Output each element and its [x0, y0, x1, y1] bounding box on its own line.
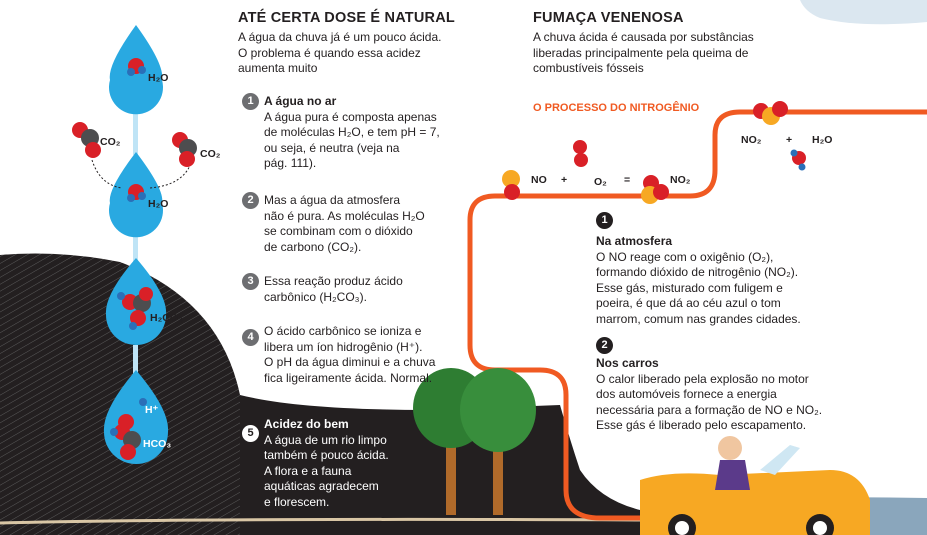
co2-label: CO₂: [200, 148, 221, 160]
h2o-label: H₂O: [148, 198, 169, 210]
step-line: formando dióxido de nitrogênio (NO₂).: [596, 265, 799, 279]
oxygen-atom: [120, 444, 136, 460]
oxygen-atom: [504, 184, 520, 200]
step-line: Esse gás, misturado com fuligem e: [596, 280, 783, 295]
step-line: dos automóveis fornece a energia: [596, 387, 777, 401]
step-line: também é pouco ácida.: [264, 448, 389, 462]
car-windshield: [760, 445, 800, 475]
hco3-label: HCO₃: [143, 438, 172, 450]
step-2-number: 2: [242, 192, 259, 209]
step-title: A água no ar: [264, 94, 337, 108]
hydrogen-atom: [129, 322, 137, 330]
no2-label: NO₂: [670, 174, 691, 186]
o2-label: O₂: [594, 176, 607, 188]
step-line: de moléculas H₂O, e tem pH = 7,: [264, 125, 440, 139]
step-line: A água de um rio limpo: [264, 432, 387, 447]
step-title: Acidez do bem: [264, 417, 349, 431]
intro-line: O problema é quando essa acidez: [238, 45, 421, 60]
oxygen-atom: [118, 414, 134, 430]
oxygen-atom: [179, 151, 195, 167]
oxygen-atom: [653, 184, 669, 200]
left-intro: [238, 30, 441, 77]
step-line: Essa reação produz ácido: [264, 274, 403, 288]
step-line: fica ligeiramente ácida. Normal.: [264, 370, 433, 385]
process-title: O PROCESSO DO NITROGÊNIO: [533, 102, 700, 114]
step-line: libera um íon hidrogênio (H⁺).: [264, 339, 423, 354]
h2co3-label: H₂CO₃: [150, 312, 183, 324]
oxygen-atom: [573, 140, 587, 154]
left-step-4: [264, 324, 435, 386]
intro-line: A chuva ácida é causada por substâncias: [533, 30, 754, 44]
driver-shirt: [715, 460, 750, 490]
left-step-2: [264, 193, 425, 255]
oxygen-atom: [139, 287, 153, 301]
step-line: de carbono (CO₂).: [264, 239, 362, 254]
step-title: Na atmosfera: [596, 234, 673, 248]
step-line: A água pura é composta apenas: [264, 109, 437, 124]
step-line: O calor liberado pela explosão no motor: [596, 371, 809, 386]
step-3-number: 3: [242, 273, 259, 290]
oxygen-atom: [85, 142, 101, 158]
step-line: poeira, é que dá ao céu azul o tom: [596, 296, 781, 310]
right-step-1: [596, 234, 801, 327]
left-title: ATÉ CERTA DOSE É NATURAL: [238, 10, 455, 26]
h2o-label-right: H₂O: [812, 134, 833, 146]
step-line: não é pura. As moléculas H₂O: [264, 208, 425, 223]
step-1-number: 1: [242, 93, 259, 110]
left-step-1: [264, 94, 440, 172]
right-step-2: [596, 356, 822, 434]
h2o-label: H₂O: [148, 72, 169, 84]
hydrogen-atom: [791, 150, 798, 157]
intro-line: liberadas principalmente pela queima de: [533, 45, 749, 60]
h-plus-label: H⁺: [145, 404, 159, 416]
step-title: Nos carros: [596, 356, 659, 370]
no2-label-2: NO₂: [741, 134, 762, 146]
equals-sign: =: [624, 174, 631, 186]
step-line: O NO reage com o oxigênio (O₂),: [596, 249, 774, 264]
step-line: Mas a água da atmosfera: [264, 193, 401, 207]
car-hubcap: [675, 521, 689, 535]
oxygen-atom: [772, 101, 788, 117]
step-line: Esse gás é liberado pelo escapamento.: [596, 418, 807, 432]
plus-sign: +: [561, 174, 568, 186]
step-line: carbônico (H₂CO₃).: [264, 289, 367, 304]
intro-line: combustíveis fósseis: [533, 61, 644, 75]
tree-canopy: [460, 368, 536, 452]
hydrogen-atom: [138, 192, 146, 200]
step-4-number: 4: [242, 329, 259, 346]
step-line: necessária para a formação de NO e NO₂.: [596, 402, 823, 417]
step-line: marrom, comum nas grandes cidades.: [596, 311, 801, 326]
hydrogen-atom: [799, 164, 806, 171]
no-label: NO: [531, 174, 547, 186]
step-line: O pH da água diminui e a chuva: [264, 355, 436, 369]
hydrogen-atom: [127, 68, 135, 76]
co2-label: CO₂: [100, 136, 121, 148]
hydrogen-atom: [127, 194, 135, 202]
car-hubcap: [813, 521, 827, 535]
left-step-5: [264, 417, 389, 510]
oxygen-atom: [574, 153, 588, 167]
hydrogen-atom: [117, 292, 125, 300]
right-step-1-number: 1: [596, 212, 613, 229]
intro-line: aumenta muito: [238, 61, 318, 75]
intro-line: A água da chuva já é um pouco ácida.: [238, 30, 442, 44]
step-5-number: 5: [242, 425, 259, 442]
step-line: pág. 111).: [264, 156, 317, 170]
hydrogen-atom: [110, 428, 118, 436]
car: [640, 436, 870, 535]
driver-head: [718, 436, 742, 460]
right-intro: [533, 30, 754, 77]
right-title: FUMAÇA VENENOSA: [533, 10, 684, 26]
left-step-3: [264, 274, 403, 305]
plus-sign-2: +: [786, 134, 793, 146]
step-line: ou seja, é neutra (veja na: [264, 140, 400, 155]
sky-corner: [800, 0, 927, 24]
hydrogen-atom: [138, 66, 146, 74]
step-line: e florescem.: [264, 494, 330, 509]
step-line: A flora e a fauna: [264, 463, 352, 478]
step-line: aquáticas agradecem: [264, 479, 379, 493]
step-line: se combinam com o dióxido: [264, 224, 413, 238]
right-step-2-number: 2: [596, 337, 613, 354]
step-line: O ácido carbônico se ioniza e: [264, 324, 422, 338]
